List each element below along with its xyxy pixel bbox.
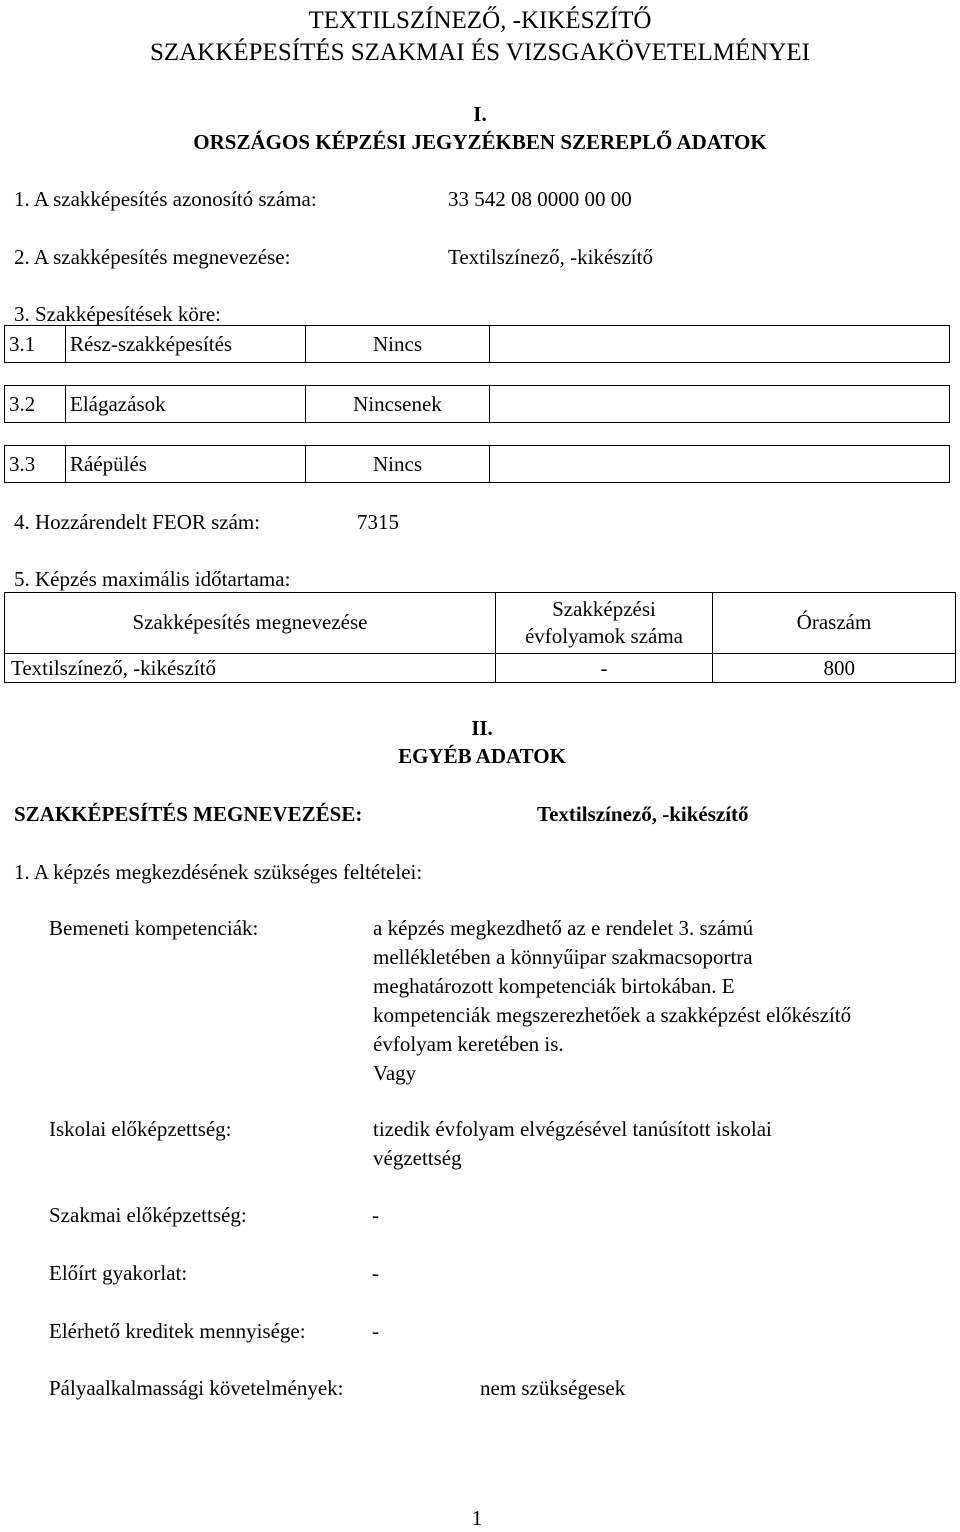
page-number: 1 [471,1506,483,1530]
bemeneti-line: meghatározott kompetenciák birtokában. E [373,974,735,998]
document-title-line2: SZAKKÉPESÍTÉS SZAKMAI ÉS VIZSGAKÖVETELMÉNYEI [150,39,810,66]
kore-name: Elágazások [66,386,306,423]
szakmai-value: - [372,1203,379,1227]
item2-label: 2. A szakképesítés megnevezése: [14,245,291,269]
kore-empty-cell [490,326,950,363]
kore-table-row-2 [4,385,950,423]
section1-numeral: I. [473,102,487,126]
bemeneti-line: a képzés megkezdhető az e rendelet 3. számú [373,916,754,940]
item2-value: Textilszínező, -kikészítő [448,245,653,269]
kore-num: 3.1 [5,326,66,363]
palya-label: Pályaalkalmassági követelmények: [49,1376,344,1400]
duration-header-hours: Óraszám [713,593,956,654]
iskolai-line: végzettség [373,1146,462,1170]
kore-num: 3.3 [5,446,66,483]
duration-header-years-line2: évfolyamok száma [524,624,684,648]
section2-numeral: II. [471,716,493,740]
iskolai-line: tizedik évfolyam elvégzésével tanúsított iskolai [373,1117,772,1141]
kore-num: 3.2 [5,386,66,423]
bemeneti-line: kompetenciák megszerezhetőek a szakképzést előkészítő [373,1003,852,1027]
bemeneti-line: évfolyam keretében is. [373,1032,564,1056]
kredit-label: Elérhető kreditek mennyisége: [49,1319,306,1343]
duration-row-hours: 800 [713,654,956,683]
document-title-line1: TEXTILSZÍNEZŐ, -KIKÉSZÍTŐ [308,7,652,34]
item1-label: 1. A szakképesítés azonosító száma: [14,187,317,211]
qualification-name-value: Textilszínező, -kikészítő [537,802,749,826]
duration-row-years: - [496,654,713,683]
duration-header-years [496,593,713,654]
gyakorlat-value: - [372,1261,379,1285]
palya-value: nem szükségesek [480,1376,626,1400]
kredit-value: - [372,1319,379,1343]
kore-empty-cell [490,386,950,423]
item4-value: 7315 [357,510,399,534]
kore-value: Nincsenek [306,386,490,423]
item5-label: 5. Képzés maximális időtartama: [14,567,291,591]
item1-value: 33 542 08 0000 00 00 [448,187,632,211]
bemeneti-label: Bemeneti kompetenciák: [49,916,259,940]
item3-label: 3. Szakképesítések köre: [14,302,222,326]
iskolai-label: Iskolai előképzettség: [49,1117,232,1141]
duration-row-name: Textilszínező, -kikészítő [5,654,496,683]
bemeneti-value [373,914,953,1088]
kore-empty-cell [490,446,950,483]
bemeneti-line: Vagy [373,1061,417,1085]
kore-table-row-3 [4,445,950,483]
gyakorlat-label: Előírt gyakorlat: [49,1261,188,1285]
duration-header-name: Szakképesítés megnevezése [5,593,496,654]
kore-value: Nincs [306,326,490,363]
section2-item1: 1. A képzés megkezdésének szükséges feltételei: [14,860,423,884]
kore-table-row-1 [4,325,950,363]
item4-label: 4. Hozzárendelt FEOR szám: [14,510,261,534]
section2-title: EGYÉB ADATOK [398,744,566,768]
iskolai-value [373,1115,953,1173]
szakmai-label: Szakmai előképzettség: [49,1203,247,1227]
bemeneti-line: mellékletében a könnyűipar szakmacsoportra [373,945,753,969]
kore-value: Nincs [306,446,490,483]
kore-name: Rész-szakképesítés [66,326,306,363]
qualification-name-label: SZAKKÉPESÍTÉS MEGNEVEZÉSE: [14,802,363,826]
kore-name: Ráépülés [66,446,306,483]
duration-table [4,592,956,683]
duration-header-years-line1: Szakképzési [552,596,656,621]
section1-title: ORSZÁGOS KÉPZÉSI JEGYZÉKBEN SZEREPLŐ ADATOK [193,130,767,154]
